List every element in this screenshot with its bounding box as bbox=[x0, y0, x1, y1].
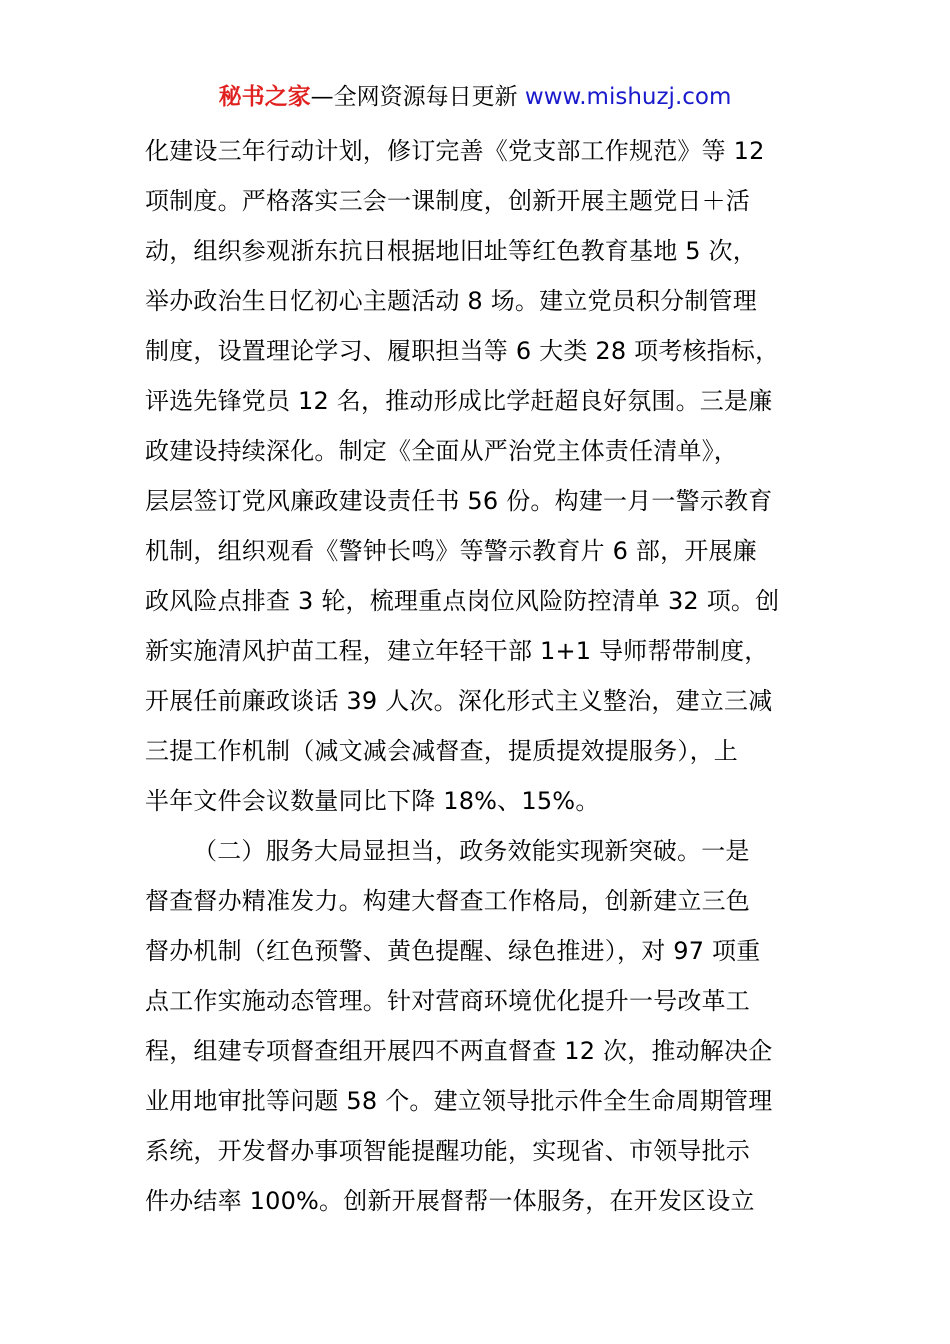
site-header bbox=[0, 80, 950, 114]
text-line: 督办机制（红色预警、黄色提醒、绿色推进），对 97 项重 bbox=[145, 937, 761, 965]
site-brand: 秘书之家 bbox=[218, 84, 311, 110]
text-line: 开展任前廉政谈话 39 人次。深化形式主义整治，建立三减 bbox=[145, 687, 773, 715]
document-body bbox=[145, 126, 815, 1226]
text-line: 政风险点排查 3 轮，梳理重点岗位风险防控清单 32 项。创 bbox=[145, 587, 780, 615]
text-line: 化建设三年行动计划，修订完善《党支部工作规范》等 12 bbox=[145, 137, 765, 165]
section-heading-line: （二）服务大局显担当，政务效能实现新突破。一是 bbox=[193, 837, 750, 865]
site-tagline: —全网资源每日更新 bbox=[310, 84, 525, 110]
text-line: 评选先锋党员 12 名，推动形成比学赶超良好氛围。三是廉 bbox=[145, 387, 773, 415]
text-line: 点工作实施动态管理。针对营商环境优化提升一号改革工 bbox=[145, 987, 750, 1015]
text-line: 件办结率 100%。创新开展督帮一体服务，在开发区设立 bbox=[145, 1187, 755, 1215]
text-line: 系统，开发督办事项智能提醒功能，实现省、市领导批示 bbox=[145, 1137, 750, 1165]
text-line: 半年文件会议数量同比下降 18%、15%。 bbox=[145, 787, 600, 815]
text-line: 制度，设置理论学习、履职担当等 6 大类 28 项考核指标， bbox=[145, 337, 780, 365]
text-line: 三提工作机制（减文减会减督查，提质提效提服务），上 bbox=[145, 737, 738, 765]
text-line: 举办政治生日忆初心主题活动 8 场。建立党员积分制管理 bbox=[145, 287, 757, 315]
text-line: 动，组织参观浙东抗日根据地旧址等红色教育基地 5 次， bbox=[145, 237, 757, 265]
text-line: 机制，组织观看《警钟长鸣》等警示教育片 6 部，开展廉 bbox=[145, 537, 757, 565]
text-line: 层层签订党风廉政建设责任书 56 份。构建一月一警示教育 bbox=[145, 487, 773, 515]
text-line: 督查督办精准发力。构建大督查工作格局，创新建立三色 bbox=[145, 887, 750, 915]
text-line: 政建设持续深化。制定《全面从严治党主体责任清单》， bbox=[145, 437, 738, 465]
text-line: 程，组建专项督查组开展四不两直督查 12 次，推动解决企 bbox=[145, 1037, 773, 1065]
text-line: 项制度。严格落实三会一课制度，创新开展主题党日＋活 bbox=[145, 187, 750, 215]
site-url-link[interactable]: www.mishuzj.com bbox=[524, 84, 732, 110]
text-line: 业用地审批等问题 58 个。建立领导批示件全生命周期管理 bbox=[145, 1087, 773, 1115]
text-line: 新实施清风护苗工程，建立年轻干部 1+1 导师帮带制度， bbox=[145, 637, 769, 665]
